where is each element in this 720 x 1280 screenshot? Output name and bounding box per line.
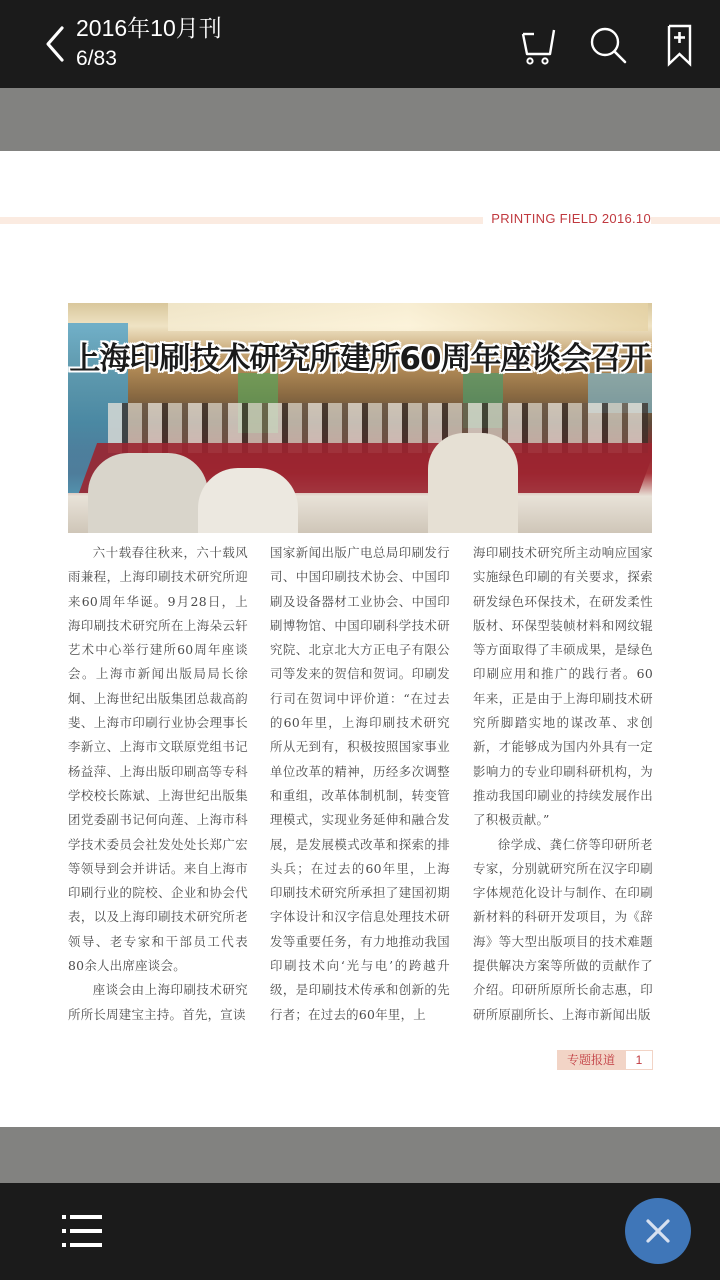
running-head: PRINTING FIELD 2016.10 (483, 211, 651, 226)
paragraph: 海印刷技术研究所主动响应国家实施绿色印刷的有关要求，探索研发绿色环保技术，在研发柔性版材、环保型装帧材料和网纹辊等方面取得了丰硕成果，是绿色印刷应用和推广的践行者。60年来，正是由于上海印刷技术研究所脚踏实地的谋改革、求创新，才能够成为国内外具有一定影响力的专业印刷科研机构，为推动我国印刷业的持续发展作出了积极贡献。” (473, 545, 653, 828)
back-button[interactable] (40, 24, 72, 64)
paragraph: 座谈会由上海印刷技术研究所所长周建宝主持。首先，宣读 (68, 982, 248, 1022)
reader-gutter-top (0, 88, 720, 151)
article-column-2 (270, 541, 450, 1027)
article-photo (68, 303, 652, 533)
cart-button[interactable] (520, 24, 560, 68)
page-number: 1 (625, 1050, 653, 1070)
issue-title: 2016年10月刊 (76, 15, 222, 41)
article-column-1 (68, 541, 248, 1027)
article-column-3 (473, 541, 653, 1027)
table-of-contents-button[interactable] (58, 1211, 106, 1251)
close-button[interactable] (625, 1198, 691, 1264)
chevron-left-icon (40, 24, 72, 64)
paragraph: 徐学成、龚仁侪等印研所老专家，分别就研究所在汉字印刷字体规范化设计与制作、在印刷新材料的科研开发项目，为《辞海》等大型出版项目的技术难题提供解决方案等所做的贡献作了介绍。印研所原所长俞志惠，印研所原副所长、上海市新闻出版 (473, 836, 653, 1022)
page-indicator: 6/83 (76, 47, 117, 70)
section-tag (557, 1050, 653, 1070)
add-bookmark-button[interactable] (660, 24, 700, 68)
close-icon (644, 1217, 672, 1245)
magazine-page[interactable] (0, 151, 720, 1127)
reader-gutter-bottom (0, 1127, 720, 1183)
bookmark-add-icon (660, 24, 700, 68)
article-headline: 上海印刷技术研究所建所60周年座谈会召开 (69, 341, 651, 377)
title-block (76, 12, 222, 74)
list-menu-icon (58, 1211, 106, 1251)
paragraph: 六十载春往秋来，六十载风雨兼程，上海印刷技术研究所迎来60周年华诞。9月28日，上海印刷技术研究所在上海朵云轩艺术中心举行建所60周年座谈会。上海市新闻出版局局长徐炯、上海世纪出版集团总裁高韵斐、上海市印刷行业协会理事长李新立、上海市文联原党组书记杨益萍、上海出版印刷高等专科学校校长陈斌、上海世纪出版集团党委副书记何向莲、上海市科学技术委员会社发处处长郑广宏等领导到会并讲话。来自上海市印刷行业的院校、企业和协会代表，以及上海印刷技术研究所老领导、老专家和干部员工代表80余人出席座谈会。 (68, 545, 248, 974)
search-button[interactable] (588, 24, 628, 68)
paragraph: 国家新闻出版广电总局印刷发行司、中国印刷技术协会、中国印刷及设备器材工业协会、中国印刷博物馆、中国印刷科学技术研究院、北京北大方正电子有限公司等发来的贺信和贺词。印刷发行司在贺词中评价道：“在过去的60年里，上海印刷技术研究所从无到有，积极按照国家事业单位改革的精神，历经多次调整和重组，改革体制机制，转变管理模式，实现业务延伸和融合发展，是发展模式改革和探索的排头兵；在过去的60年里，上海印刷技术研究所承担了建国初期字体设计和汉字信息处理技术研发等重要任务，有力地推动我国印刷技术向‘光与电’的跨越升级，是印刷技术传承和创新的先行者；在过去的60年里，上 (270, 545, 450, 1022)
top-app-bar (0, 0, 720, 88)
bottom-app-bar (0, 1183, 720, 1280)
cart-icon (520, 24, 560, 68)
article-body (68, 541, 652, 1031)
search-icon (588, 24, 628, 68)
section-label: 专题报道 (557, 1050, 625, 1070)
